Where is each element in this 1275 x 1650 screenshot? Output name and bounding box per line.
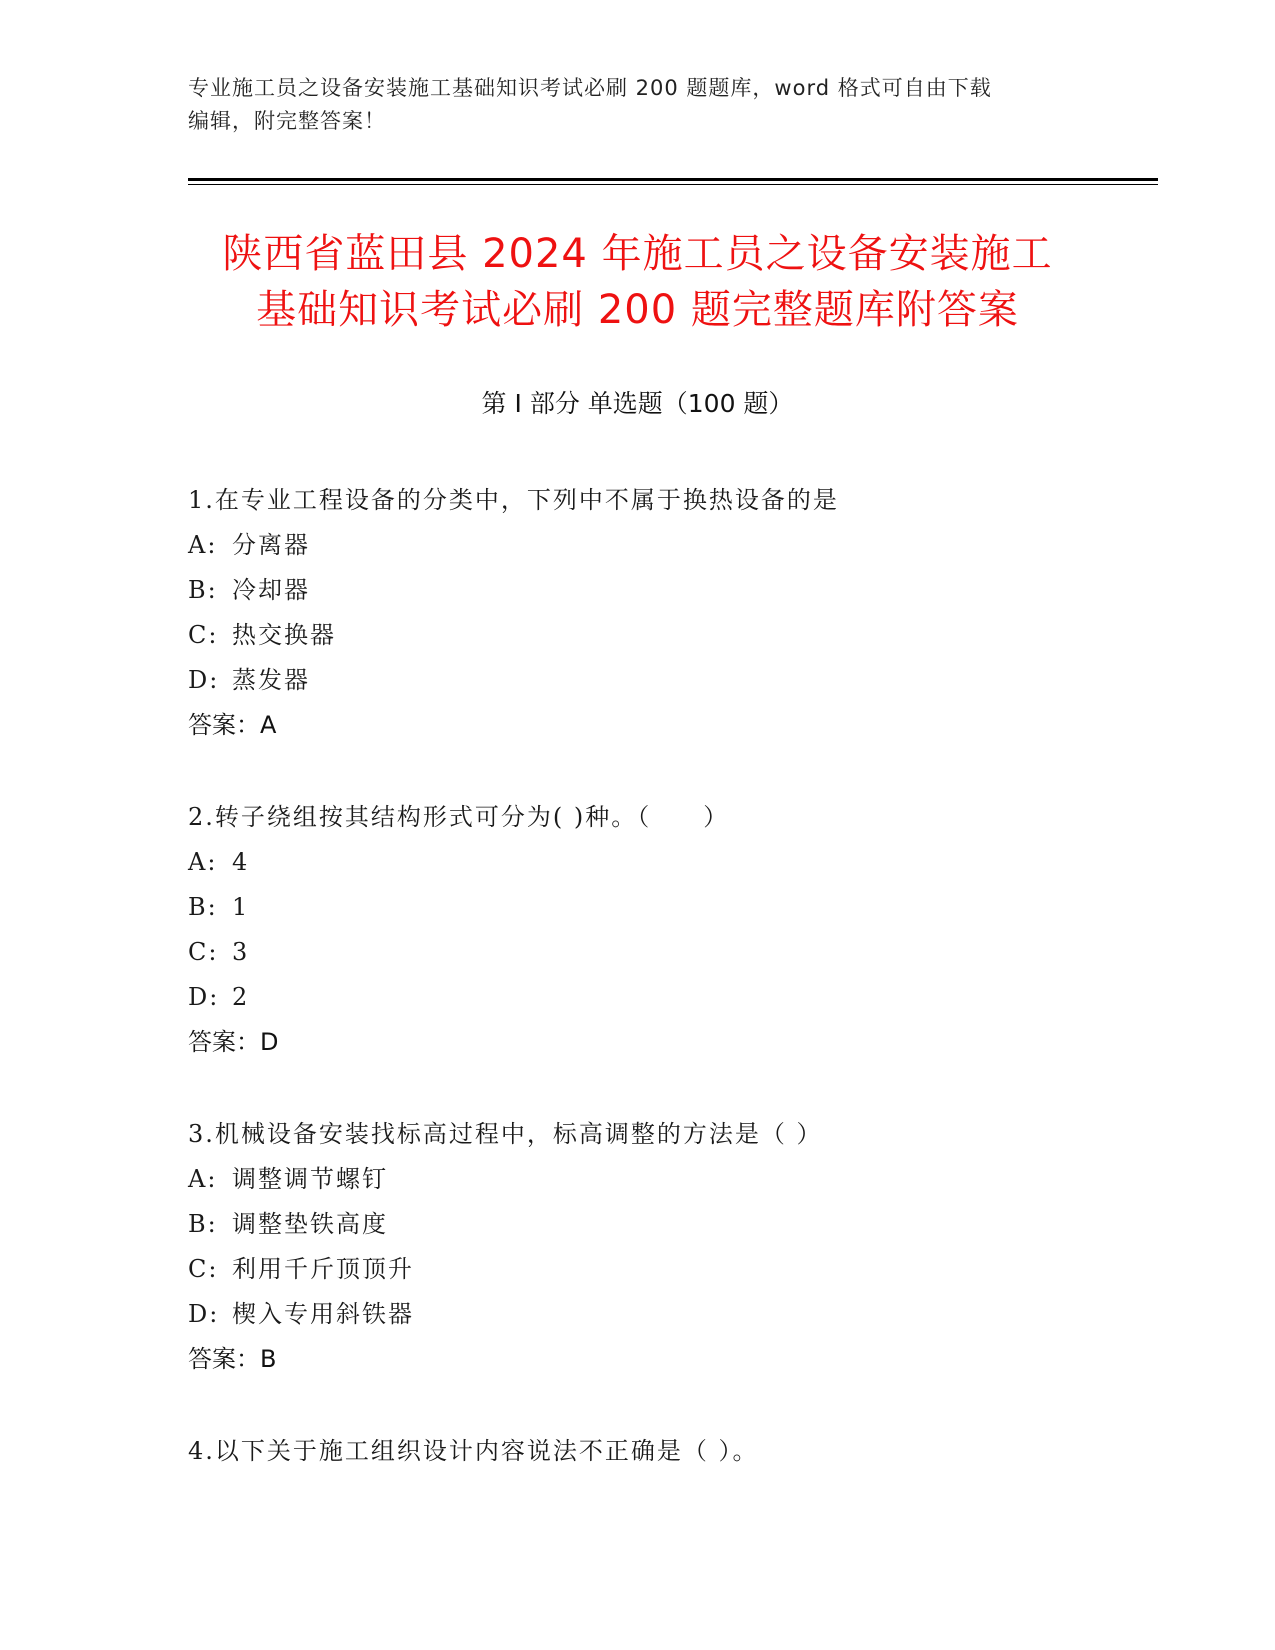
question-2: [188, 795, 1148, 1065]
option-text: 冷却器: [232, 576, 310, 604]
option-b: [188, 885, 1148, 930]
option-key: C:: [188, 1255, 219, 1283]
header-note-line-2: 编辑，附完整答案！: [188, 109, 386, 133]
answer: 答案：D: [188, 1028, 279, 1056]
option-key: A:: [188, 848, 218, 876]
header-rule-thick: [188, 178, 1158, 181]
option-key: B:: [188, 576, 218, 604]
option-text: 3: [232, 938, 250, 966]
answer: 答案：A: [188, 711, 277, 739]
option-key: C:: [188, 938, 219, 966]
option-key: A:: [188, 1165, 218, 1193]
option-c: [188, 1247, 1148, 1292]
question-text: 3.机械设备安装找标高过程中，标高调整的方法是（ ）: [188, 1120, 823, 1148]
section-title: 第 I 部分 单选题（100 题）: [481, 389, 794, 418]
option-text: 2: [232, 983, 250, 1011]
option-key: D:: [188, 1300, 220, 1328]
option-a: [188, 523, 1148, 568]
option-text: 楔入专用斜铁器: [232, 1300, 414, 1328]
question-text: 1.在专业工程设备的分类中，下列中不属于换热设备的是: [188, 486, 839, 514]
option-b: [188, 1202, 1148, 1247]
option-text: 蒸发器: [232, 666, 310, 694]
question-3: [188, 1112, 1148, 1382]
document-title-line-2: 基础知识考试必刷 200 题完整题库附答案: [256, 287, 1019, 333]
option-c: [188, 613, 1148, 658]
option-text: 4: [232, 848, 250, 876]
document-title-line-1: 陕西省蓝田县 2024 年施工员之设备安装施工: [222, 231, 1053, 277]
option-key: D:: [188, 983, 220, 1011]
answer: 答案：B: [188, 1345, 277, 1373]
option-text: 利用千斤顶顶升: [232, 1255, 414, 1283]
option-key: B:: [188, 1210, 218, 1238]
header-note-line-1: 专业施工员之设备安装施工基础知识考试必刷 200 题题库，word 格式可自由下载: [188, 76, 992, 100]
option-key: B:: [188, 893, 218, 921]
option-d: [188, 975, 1148, 1020]
document-title: [140, 226, 1135, 338]
question-4: [188, 1429, 1148, 1474]
option-d: [188, 1292, 1148, 1337]
option-text: 调整垫铁高度: [232, 1210, 388, 1238]
header-rule-thin: [188, 184, 1158, 185]
option-text: 调整调节螺钉: [232, 1165, 388, 1193]
option-d: [188, 658, 1148, 703]
header-note: [188, 72, 1088, 138]
question-list: [188, 478, 1148, 1521]
question-text: 2.转子绕组按其结构形式可分为( )种。（ ）: [188, 803, 730, 831]
option-key: D:: [188, 666, 220, 694]
option-a: [188, 840, 1148, 885]
option-a: [188, 1157, 1148, 1202]
question-1: [188, 478, 1148, 748]
option-text: 热交换器: [232, 621, 336, 649]
option-text: 1: [232, 893, 250, 921]
option-key: A:: [188, 531, 218, 559]
option-c: [188, 930, 1148, 975]
question-text: 4.以下关于施工组织设计内容说法不正确是（ ）。: [188, 1437, 759, 1465]
option-b: [188, 568, 1148, 613]
option-text: 分离器: [232, 531, 310, 559]
option-key: C:: [188, 621, 219, 649]
